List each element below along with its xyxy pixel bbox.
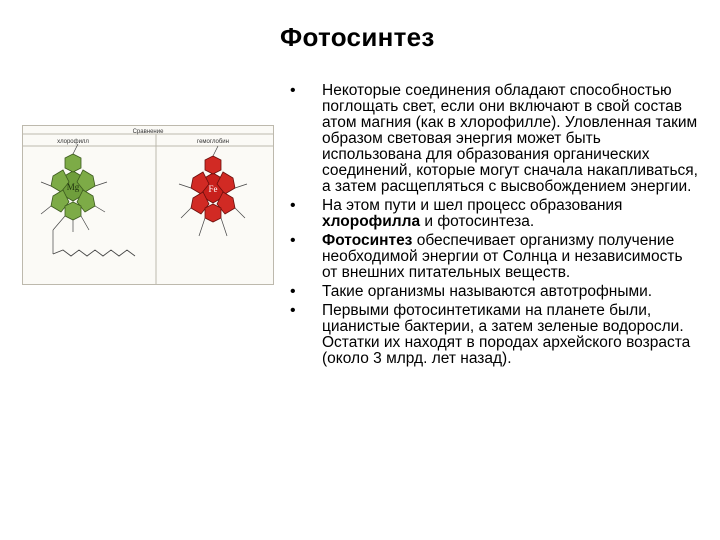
chlorophyll-molecule [41, 144, 107, 232]
molecule-diagram [23, 126, 273, 284]
bullet-text: Первыми фотосинтетиками на планете были, цианистые бактерии, а затем зеленые водоросли. Остатки их находят в породах архейского возраста (около 3 млрд. лет назад). [322, 302, 691, 367]
right-caption: гемоглобин [197, 139, 229, 145]
bullet-item [290, 233, 700, 281]
bullet-bold-term: хлорофилла [322, 213, 421, 230]
bullet-list [290, 83, 700, 370]
chlorophyll-center-label: Mg [66, 182, 80, 192]
bullet-dot: • [290, 232, 296, 249]
bullet-text: Такие организмы называются автотрофными. [322, 283, 653, 300]
heme-molecule [179, 146, 247, 236]
bullet-text-post: и фотосинтеза. [420, 213, 535, 230]
bullet-item [290, 284, 700, 300]
figure-header: Сравнение [132, 129, 164, 135]
bullet-bold-term: Фотосинтез [322, 232, 413, 249]
bullet-dot: • [290, 82, 296, 99]
chlorophyll-hemoglobin-figure [22, 125, 274, 285]
left-caption: хлорофилл [57, 139, 89, 145]
bullet-dot: • [290, 302, 296, 319]
slide-title: Фотосинтез [280, 22, 435, 52]
bullet-item [290, 198, 700, 230]
bullet-text-post: обеспечивает организму получение необходимой энергии от Солнца и независимость от внешних питательных веществ. [322, 232, 683, 281]
bullet-dot: • [290, 197, 296, 214]
heme-center-label: Fe [208, 184, 218, 194]
bullet-text: Некоторые соединения обладают способностью поглощать свет, если они включают в свой состав атом магния (как в хлорофилле). Уловленная таким образом световая энергия может быть использована для образования органических соединений, которые могут сначала накапливаться, а затем расщепляться с высвобождением энергии. [322, 82, 698, 195]
bullet-item [290, 303, 700, 367]
phytol-tail [53, 250, 135, 256]
bullet-item [290, 83, 700, 195]
bullet-text-pre: На этом пути и шел процесс образования [322, 197, 623, 214]
bullet-dot: • [290, 283, 296, 300]
